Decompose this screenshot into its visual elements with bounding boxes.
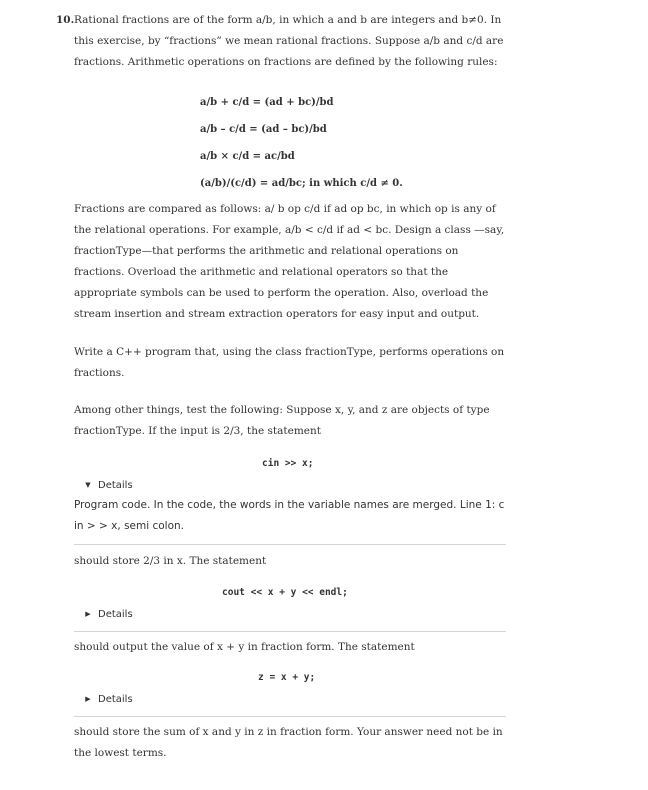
after-cin-paragraph: should store 2/3 in x. The statement xyxy=(74,555,267,567)
details-body-1: Program code. In the code, the words in the variable names are merged. Line 1: c in > > x, semi colon. xyxy=(74,499,505,532)
rule-division: (a/b)/(c/d) = ad/bc; in which c/d ≠ 0. xyxy=(200,178,403,189)
caret-right-icon: ▶ xyxy=(85,695,91,703)
rule-multiplication: a/b × c/d = ac/bd xyxy=(200,151,295,162)
details-toggle-3[interactable] xyxy=(84,692,133,707)
caret-right-icon: ▶ xyxy=(85,610,91,618)
after-assign-paragraph: should store the sum of x and y in z in fraction form. Your answer need not be in the lowest terms. xyxy=(74,726,503,759)
problem-number: 10. xyxy=(56,14,75,26)
rule-subtraction: a/b – c/d = (ad – bc)/bd xyxy=(200,124,327,135)
caret-down-icon: ▼ xyxy=(85,481,91,489)
code-cout: cout << x + y << endl; xyxy=(222,587,348,598)
after-cout-paragraph: should output the value of x + y in fraction form. The statement xyxy=(74,641,415,653)
divider-2 xyxy=(74,631,506,632)
details-toggle-2[interactable] xyxy=(84,607,133,622)
rule-addition: a/b + c/d = (ad + bc)/bd xyxy=(200,97,334,108)
details-label-1: Details xyxy=(98,480,133,491)
program-paragraph: Write a C++ program that, using the class fractionType, performs operations on fractions. xyxy=(74,346,505,379)
compare-paragraph: Fractions are compared as follows: a/ b op c/d if ad op bc, in which op is any of the relational operations. For example, a/b < c/d if ad < bc. Design a class —say, fractionType—that performs the arithmetic and relational operations on fractions. Overload the arithmetic and relational operators so that the appropriate symbols can be used to perform the operation. Also, overload the stream insertion and stream extraction operators for easy input and output. xyxy=(74,203,505,320)
intro-paragraph: Rational fractions are of the form a/b, in which a and b are integers and b≠0. In this exercise, by “fractions” we mean rational fractions. Suppose a/b and c/d are fractions. Arithmetic operations on fractions are defined by the following rules: xyxy=(74,14,504,68)
details-label-2: Details xyxy=(98,609,133,620)
details-toggle-1[interactable] xyxy=(84,478,133,493)
test-paragraph: Among other things, test the following: Suppose x, y, and z are objects of type fractionType. If the input is 2/3, the statement xyxy=(74,404,490,437)
divider-3 xyxy=(74,716,506,717)
code-assign: z = x + y; xyxy=(258,672,316,683)
divider-1 xyxy=(74,544,506,545)
code-cin: cin >> x; xyxy=(262,458,314,469)
details-label-3: Details xyxy=(98,694,133,705)
